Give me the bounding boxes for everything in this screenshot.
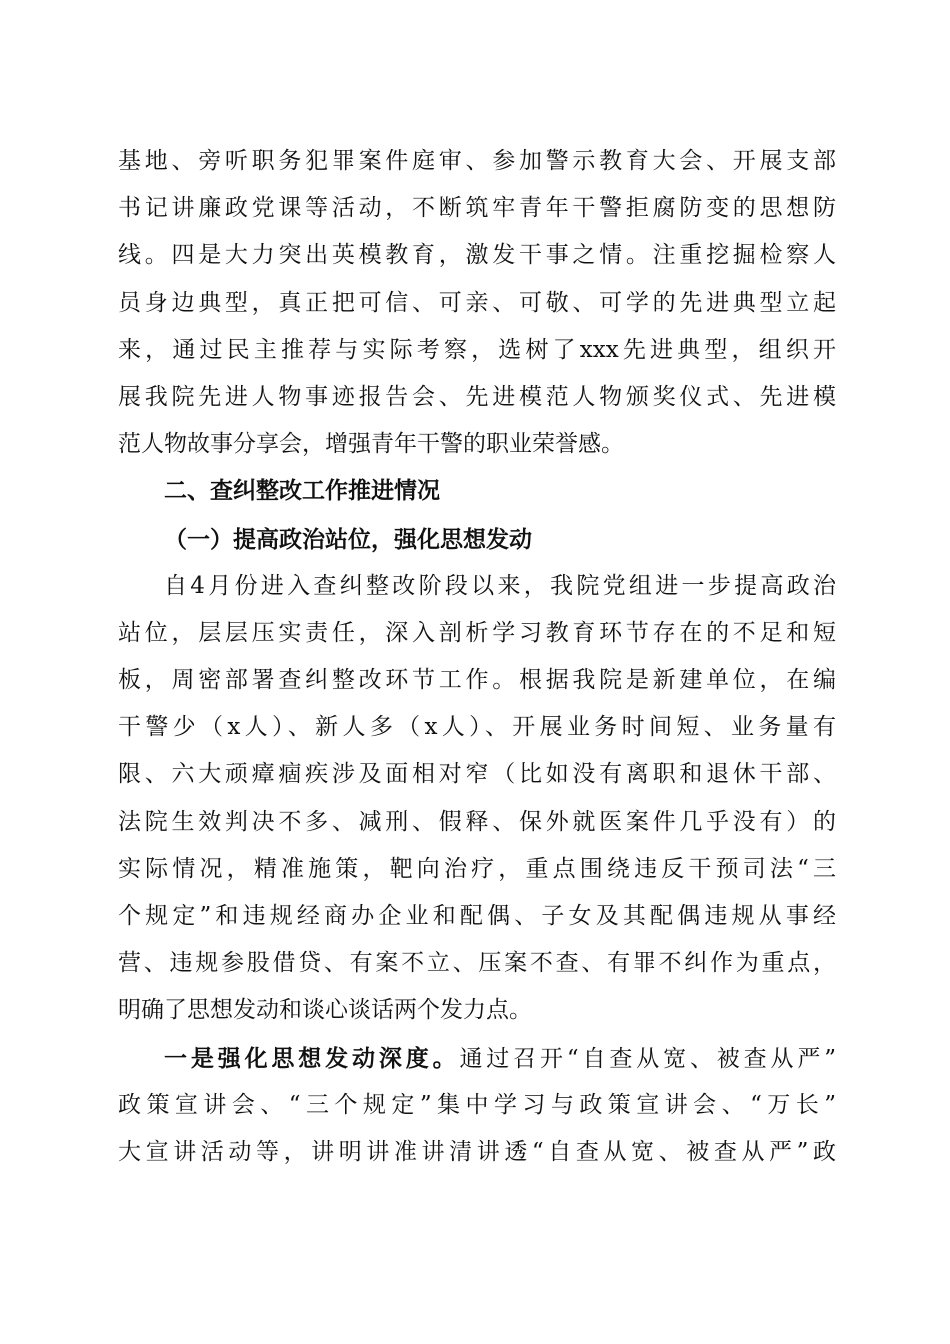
- document-body: [118, 138, 836, 1176]
- text-line: 自4月份进入查纠整改阶段以来，我院党组进一步提高政治: [164, 572, 836, 599]
- text-line: 员身边典型，真正把可信、可亲、可敬、可学的先进典型立起: [118, 289, 836, 316]
- text-line: 范人物故事分享会，增强青年干警的职业荣誉感。: [118, 431, 624, 458]
- text-line: 站位，层层压实责任，深入剖析学习教育环节存在的不足和短: [118, 619, 836, 646]
- text-line: 个规定”和违规经商办企业和配偶、子女及其配偶违规从事经: [118, 903, 836, 929]
- paragraph-thought-mobilization: [118, 1035, 836, 1177]
- text-line: 大宣讲活动等，讲明讲准讲清讲透“自查从宽、被查从严”政: [118, 1138, 836, 1165]
- text-line: 基地、旁听职务犯罪案件庭审、参加警示教育大会、开展支部: [118, 148, 836, 174]
- text-line: 展我院先进人物事迹报告会、先进模范人物颁奖仪式、先进模: [118, 383, 836, 410]
- text-span: 通过召开“自查从宽、被查从严”: [459, 1045, 836, 1072]
- section-subheading: （一）提高政治站位，强化思想发动: [164, 525, 532, 553]
- text-line: 板，周密部署查纠整改环节工作。根据我院是新建单位，在编: [118, 667, 836, 694]
- paragraph-advanced-models: [118, 138, 836, 468]
- text-line: 法院生效判决不多、减刑、假释、保外就医案件几乎没有）的: [118, 808, 836, 835]
- text-line: 实际情况，精准施策，靶向治疗，重点围绕违反干预司法“三: [118, 855, 836, 882]
- text-line: 明确了思想发动和谈心谈话两个发力点。: [118, 997, 532, 1024]
- text-line: 来，通过民主推荐与实际考察，选树了xxx先进典型，组织开: [118, 336, 836, 363]
- text-line: 营、违规参股借贷、有案不立、压案不查、有罪不纠作为重点，: [118, 950, 836, 977]
- paragraph-rectification: [118, 563, 836, 1035]
- section-heading: 二、查纠整改工作推进情况: [164, 478, 440, 505]
- text-line: 线。四是大力突出英模教育，激发干事之情。注重挖掘检察人: [118, 242, 836, 269]
- paragraph-lead: 一是强化思想发动深度。: [164, 1044, 460, 1072]
- text-line: 限、六大顽瘴痼疾涉及面相对窄（比如没有离职和退休干部、: [118, 761, 836, 788]
- text-line: 政策宣讲会、“三个规定”集中学习与政策宣讲会、“万长”: [118, 1091, 836, 1118]
- text-line: 书记讲廉政党课等活动，不断筑牢青年干警拒腐防变的思想防: [118, 195, 836, 222]
- text-line: 干警少（x人）、新人多（x人）、开展业务时间短、业务量有: [118, 714, 836, 741]
- text-line: [118, 1035, 836, 1082]
